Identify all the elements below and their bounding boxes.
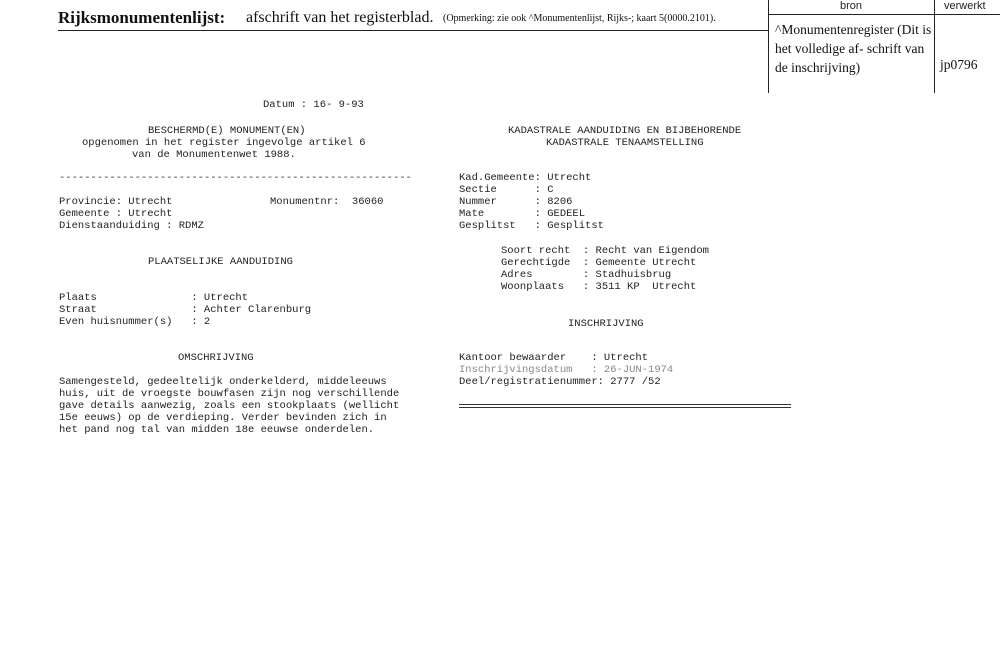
recht-line: Soort recht : Recht van Eigendom	[501, 245, 709, 257]
omschrijving-line: het pand nog tal van midden 18e eeuwse onderdelen.	[59, 424, 375, 436]
plaats-line: Plaats : Utrecht	[59, 292, 249, 304]
box-header-line	[768, 14, 1000, 15]
bron-value: ^Monumentenregister (Dit is het volledige af- schrift van de inschrijving)	[775, 22, 932, 75]
omschrijving-line: Samengesteld, gedeeltelijk onderkelderd, middeleeuws	[59, 376, 387, 388]
huisnummer-line: Even huisnummer(s) : 2	[59, 316, 211, 328]
document-title: Rijksmonumentenlijst:	[58, 8, 226, 27]
left-heading-3: van de Monumentenwet 1988.	[132, 149, 296, 161]
dienstaanduiding: Dienstaanduiding : RDMZ	[59, 220, 204, 232]
document-subtitle: afschrift van het registerblad.	[246, 9, 434, 26]
left-divider: --------------------------------------------------------	[59, 172, 412, 184]
left-heading-2: opgenomen in het register ingevolge artikel 6	[82, 137, 366, 149]
omschrijving-line: huis, uit de vroegste bouwfasen zijn nog verschillende	[59, 388, 400, 400]
right-heading-1: KADASTRALE AANDUIDING EN BIJBEHORENDE	[508, 125, 742, 137]
plaatselijke-heading: PLAATSELIJKE AANDUIDING	[148, 256, 293, 268]
double-rule-top	[459, 404, 791, 405]
verwerkt-label: verwerkt	[944, 0, 986, 12]
bron-label: bron	[840, 0, 863, 12]
right-heading-2: KADASTRALE TENAAMSTELLING	[546, 137, 704, 149]
header-underline	[58, 30, 768, 31]
kad-line: Sectie : C	[459, 184, 554, 196]
datum: Datum : 16- 9-93	[263, 99, 364, 111]
omschrijving-line: 15e eeuws) op de verdieping. Verder bevinden zich in	[59, 412, 387, 424]
recht-line: Gerechtigde : Gemeente Utrecht	[501, 257, 697, 269]
kad-line: Nummer : 8206	[459, 196, 573, 208]
inschrijving-line: Inschrijvingsdatum : 26-JUN-1974	[459, 364, 674, 376]
verwerkt-value: jp0796	[940, 57, 978, 72]
omschrijving-line: gave details aanwezig, zoals een stookplaats (wellicht	[59, 400, 400, 412]
left-heading-1: BESCHERMD(E) MONUMENT(EN)	[148, 125, 306, 137]
inschrijving-heading: INSCHRIJVING	[568, 318, 644, 330]
kad-line: Gesplitst : Gesplitst	[459, 220, 604, 232]
recht-line: Woonplaats : 3511 KP Utrecht	[501, 281, 697, 293]
inschrijving-line: Kantoor bewaarder : Utrecht	[459, 352, 649, 364]
provincie: Provincie: Utrecht	[59, 196, 173, 208]
gemeente: Gemeente : Utrecht	[59, 208, 173, 220]
straat-line: Straat : Achter Clarenburg	[59, 304, 312, 316]
double-rule-bottom	[459, 407, 791, 408]
recht-line: Adres : Stadhuisbrug	[501, 269, 672, 281]
monumentnr: Monumentnr: 36060	[270, 196, 384, 208]
kad-line: Kad.Gemeente: Utrecht	[459, 172, 592, 184]
inschrijving-line: Deel/registratienummer: 2777 /52	[459, 376, 661, 388]
omschrijving-heading: OMSCHRIJVING	[178, 352, 254, 364]
document-note: (Opmerking: zie ook ^Monumentenlijst, Rijks-; kaart 5(0000.2101).	[443, 13, 716, 24]
kad-line: Mate : GEDEEL	[459, 208, 586, 220]
